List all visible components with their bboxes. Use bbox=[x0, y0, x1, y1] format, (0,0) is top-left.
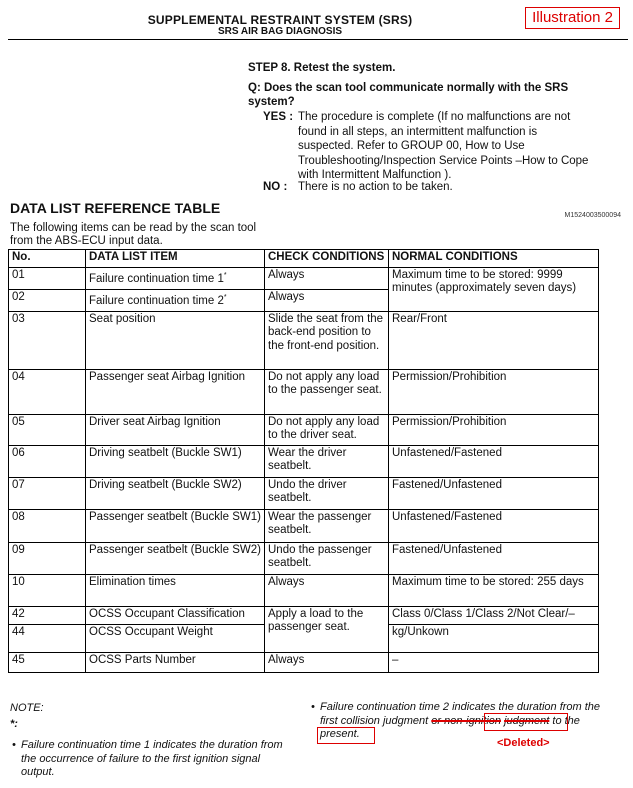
cell-normal: – bbox=[389, 652, 599, 672]
cell-no: 45 bbox=[9, 652, 86, 672]
intro-line-2: from the ABS-ECU input data. bbox=[10, 235, 163, 247]
cell-normal: Class 0/Class 1/Class 2/Not Clear/– bbox=[389, 606, 599, 624]
table-row bbox=[9, 267, 599, 289]
footnote-2-end: to the present. bbox=[320, 714, 580, 740]
cell-normal: Maximum time to be stored: 255 days bbox=[389, 574, 599, 606]
no-text: There is no action to be taken. bbox=[298, 181, 453, 193]
cell-item bbox=[86, 267, 265, 289]
cell-item: Seat position bbox=[86, 311, 265, 369]
table-row bbox=[9, 311, 599, 369]
cell-check: Always bbox=[265, 574, 389, 606]
bullet-icon: • bbox=[12, 739, 16, 751]
yes-label: YES : bbox=[263, 111, 294, 123]
cell-no: 08 bbox=[9, 509, 86, 542]
cell-no: 03 bbox=[9, 311, 86, 369]
cell-item: Passenger seatbelt (Buckle SW1) bbox=[86, 509, 265, 542]
deleted-annotation: <Deleted> bbox=[497, 737, 550, 749]
cell-no: 42 bbox=[9, 606, 86, 624]
header-normal: NORMAL CONDITIONS bbox=[389, 250, 599, 268]
cell-item: Passenger seatbelt (Buckle SW2) bbox=[86, 542, 265, 574]
cell-normal: Fastened/Unfastened bbox=[389, 542, 599, 574]
table-header-row bbox=[9, 250, 599, 268]
cell-item: Passenger seat Airbag Ignition bbox=[86, 369, 265, 414]
cell-normal: Permission/Prohibition bbox=[389, 414, 599, 445]
cell-item: Elimination times bbox=[86, 574, 265, 606]
cell-item: OCSS Occupant Weight bbox=[86, 624, 265, 652]
table-row bbox=[9, 369, 599, 414]
deletion-box-2 bbox=[317, 727, 375, 744]
footnote-1 bbox=[12, 739, 292, 780]
table-row bbox=[9, 509, 599, 542]
cell-normal: Unfastened/Fastened bbox=[389, 445, 599, 477]
deleted-text-2: judgment bbox=[504, 714, 550, 727]
deleted-text-1: or non-ignition bbox=[431, 714, 501, 727]
page-subtitle: SRS AIR BAG DIAGNOSIS bbox=[217, 26, 343, 37]
cell-no: 04 bbox=[9, 369, 86, 414]
table-row bbox=[9, 477, 599, 509]
cell-item-text: Failure continuation time 1 bbox=[89, 272, 224, 285]
deletion-box-1 bbox=[484, 713, 568, 731]
step-title: STEP 8. Retest the system. bbox=[248, 62, 396, 74]
note-label: NOTE: bbox=[10, 702, 44, 714]
cell-item: Driver seat Airbag Ignition bbox=[86, 414, 265, 445]
intro-line-1: The following items can be read by the scan tool bbox=[10, 222, 257, 234]
cell-no: 44 bbox=[9, 624, 86, 652]
cell-check: Undo the passenger seatbelt. bbox=[265, 542, 389, 574]
cell-no: 02 bbox=[9, 289, 86, 311]
cell-check: Slide the seat from the back-end position to the front-end position. bbox=[265, 311, 389, 369]
cell-no: 01 bbox=[9, 267, 86, 289]
cell-check: Apply a load to the passenger seat. bbox=[265, 606, 389, 652]
section-title: DATA LIST REFERENCE TABLE bbox=[10, 200, 221, 216]
no-answer bbox=[263, 181, 453, 193]
footnote-star-label: *: bbox=[10, 718, 18, 730]
cell-check: Wear the driver seatbelt. bbox=[265, 445, 389, 477]
yes-text: The procedure is complete (If no malfunctions are not found in all steps, an intermittent malfunction is suspected. Refer to GROUP 00, How to Use Troubleshooting/Inspection Service Points –How to Cope with Intermittent Malfunction ). bbox=[298, 111, 589, 181]
document-code: M1524003500094 bbox=[564, 212, 621, 219]
cell-normal: Rear/Front bbox=[389, 311, 599, 369]
cell-check: Do not apply any load to the passenger seat. bbox=[265, 369, 389, 414]
cell-item: Driving seatbelt (Buckle SW1) bbox=[86, 445, 265, 477]
cell-check: Undo the driver seatbelt. bbox=[265, 477, 389, 509]
table-row bbox=[9, 414, 599, 445]
cell-check: Do not apply any load to the driver seat. bbox=[265, 414, 389, 445]
cell-item bbox=[86, 289, 265, 311]
cell-item: Driving seatbelt (Buckle SW2) bbox=[86, 477, 265, 509]
table-row bbox=[9, 542, 599, 574]
table-row bbox=[9, 606, 599, 624]
bullet-icon: • bbox=[311, 701, 315, 713]
cell-check: Always bbox=[265, 289, 389, 311]
header-check: CHECK CONDITIONS bbox=[265, 250, 389, 268]
cell-item: OCSS Occupant Classification bbox=[86, 606, 265, 624]
header-no: No. bbox=[9, 250, 86, 268]
no-label: NO : bbox=[263, 181, 288, 193]
table-row bbox=[9, 445, 599, 477]
footnote-mark: * bbox=[223, 271, 227, 279]
cell-item: OCSS Parts Number bbox=[86, 652, 265, 672]
cell-normal: Maximum time to be stored: 9999 minutes (approximately seven days) bbox=[389, 267, 599, 311]
table-row bbox=[9, 652, 599, 672]
page-title: SUPPLEMENTAL RESTRAINT SYSTEM (SRS) bbox=[147, 13, 413, 27]
table-row bbox=[9, 574, 599, 606]
cell-no: 10 bbox=[9, 574, 86, 606]
cell-item-text: Failure continuation time 2 bbox=[89, 294, 224, 307]
yes-answer bbox=[263, 110, 593, 183]
cell-normal: Permission/Prohibition bbox=[389, 369, 599, 414]
footnote-2-start: Failure continuation time 2 indicates the duration from the first collision judgment bbox=[320, 701, 601, 727]
cell-no: 06 bbox=[9, 445, 86, 477]
header-rule bbox=[8, 39, 628, 40]
step-question: Q: Does the scan tool communicate normally with the SRS system? bbox=[248, 82, 569, 108]
footnote-1-text: Failure continuation time 1 indicates the duration from the occurrence of failure to the first ignition signal output. bbox=[21, 739, 283, 778]
cell-normal: Fastened/Unfastened bbox=[389, 477, 599, 509]
section-intro bbox=[10, 222, 256, 248]
cell-normal: kg/Unkown bbox=[389, 624, 599, 652]
cell-no: 05 bbox=[9, 414, 86, 445]
data-list-table bbox=[8, 249, 599, 673]
header-item: DATA LIST ITEM bbox=[86, 250, 265, 268]
cell-normal: Unfastened/Fastened bbox=[389, 509, 599, 542]
footnote-mark: * bbox=[223, 293, 227, 301]
cell-no: 09 bbox=[9, 542, 86, 574]
cell-no: 07 bbox=[9, 477, 86, 509]
illustration-label: Illustration 2 bbox=[525, 7, 620, 29]
cell-check: Always bbox=[265, 267, 389, 289]
cell-check: Always bbox=[265, 652, 389, 672]
cell-check: Wear the passenger seatbelt. bbox=[265, 509, 389, 542]
